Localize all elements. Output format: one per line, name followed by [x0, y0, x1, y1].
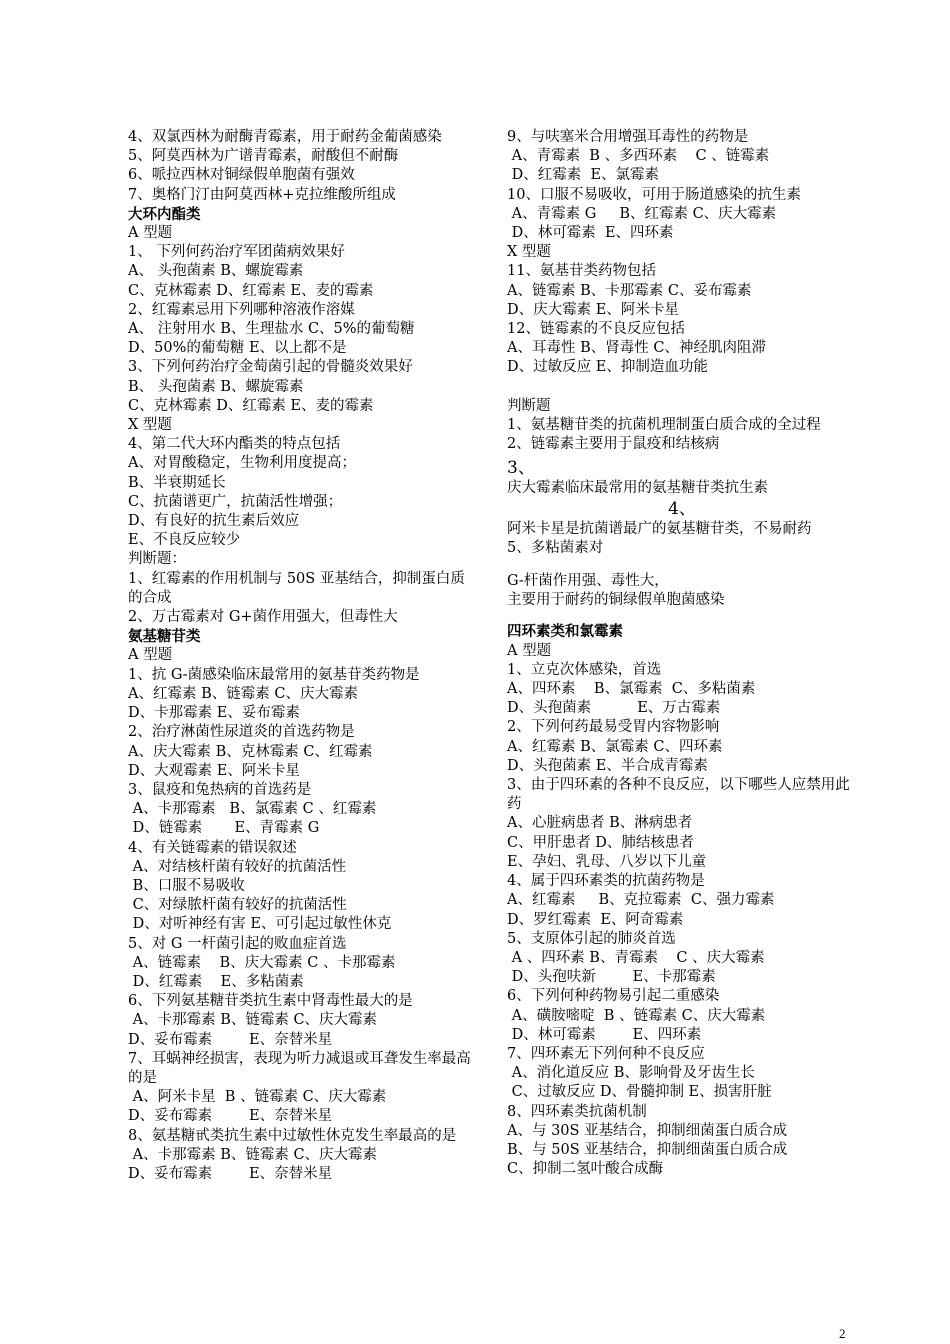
text-line: D、红霉素 E、氯霉素	[507, 167, 660, 184]
text-line: 2、治疗淋菌性尿道炎的首选药物是	[128, 724, 355, 741]
text-line: C、抗菌谱更广，抗菌活性增强；	[128, 493, 343, 510]
text-line: 3、由于四环素的各种不良反应，以下哪些人应禁用此药	[507, 777, 850, 813]
text-line: D、过敏反应 E、抑制造血功能	[507, 359, 708, 376]
section-heading: 大环内酯类	[128, 205, 201, 223]
text-line: 11、氨基苷类药物包括	[507, 263, 656, 280]
text-line: 6、哌拉西林对铜绿假单胞菌有强效	[128, 167, 355, 184]
text-line: D、链霉素 E、青霉素 G	[128, 820, 320, 837]
text-line: A、 注射用水 B、生理盐水 C、5%的葡萄糖	[128, 321, 415, 338]
text-line: 判断题	[507, 397, 551, 414]
text-line: D、有良好的抗生素后效应	[128, 513, 300, 530]
text-line: A、庆大霉素 B、克林霉素 C、红霉素	[128, 743, 373, 760]
text-line: A、红霉素 B、链霉素 C、庆大霉素	[128, 685, 358, 702]
text-line: A 型题	[128, 225, 173, 242]
text-line: A、卡那霉素 B、链霉素 C、庆大霉素	[128, 1146, 378, 1163]
text-line: A、青霉素 B 、多西环素 C 、链霉素	[507, 148, 770, 165]
text-line: C、抑制二氢叶酸合成酶	[507, 1161, 664, 1178]
text-line: 2、红霉素忌用下列哪种溶液作溶媒	[128, 301, 355, 318]
text-line: 4、双氯西林为耐酶青霉素，用于耐药金葡菌感染	[128, 129, 442, 145]
text-line: 1、抗 G-菌感染临床最常用的氨基苷类药物是	[128, 666, 420, 683]
text-line: A、青霉素 G B、红霉素 C、庆大霉素	[507, 205, 777, 222]
text-line: D、林可霉素 E、四环素	[507, 225, 674, 242]
text-line: A、红霉素 B、氯霉素 C、四环素	[507, 738, 723, 755]
text-line: A 型题	[128, 647, 173, 664]
text-line: 阿米卡星是抗菌谱最广的氨基糖苷类，不易耐药	[507, 520, 812, 537]
text-line: 8、四环素类抗菌机制	[507, 1103, 647, 1120]
text-line: D、妥布霉素 E、奈替米星	[128, 1165, 333, 1182]
section-heading: 氨基糖苷类	[128, 628, 201, 646]
section-heading: 四环素类和氯霉素	[507, 623, 623, 641]
text-line: D、罗红霉素 E、阿奇霉素	[507, 911, 684, 928]
text-line: A、对胃酸稳定，生物利用度提高；	[128, 455, 356, 472]
text-line: B、 头孢菌素 B、螺旋霉素	[128, 378, 304, 395]
text-line: A 、四环素 B、青霉素 C 、庆大霉素	[507, 949, 765, 966]
text-line: 12、链霉素的不良反应包括	[507, 321, 685, 338]
text-line: 7、奥格门汀由阿莫西林+克拉维酸所组成	[128, 186, 396, 203]
text-line: A、红霉素 B、克拉霉素 C、强力霉素	[507, 892, 775, 909]
text-line: C、甲肝患者 D、肺结核患者	[507, 834, 694, 851]
blank-line	[507, 558, 857, 572]
text-line: D、庆大霉素 E、阿米卡星	[507, 301, 679, 318]
text-line: A 型题	[507, 642, 552, 659]
right-column	[507, 128, 857, 1179]
text-line: 5、对 G 一杆菌引起的败血症首选	[128, 935, 347, 952]
text-line: G-杆菌作用强、毒性大，	[507, 573, 669, 590]
text-line: D、红霉素 E、多粘菌素	[128, 973, 304, 990]
text-line: 5、支原体引起的肺炎首选	[507, 930, 676, 947]
text-line: D、对听神经有害 E、可引起过敏性休克	[128, 916, 392, 933]
text-line: D、林可霉素 E、四环素	[507, 1026, 702, 1043]
text-line: A、耳毒性 B、肾毒性 C、神经肌肉阻滞	[507, 340, 766, 357]
text-line: 3、下列何药治疗金萄菌引起的骨髓炎效果好	[128, 359, 413, 376]
text-line: 6、下列氨基糖苷类抗生素中肾毒性最大的是	[128, 993, 413, 1010]
text-line: X 型题	[128, 417, 172, 434]
text-line: 2、链霉素主要用于鼠疫和结核病	[507, 436, 720, 453]
text-line: D、头孢菌素 E、万古霉素	[507, 700, 721, 717]
text-line: D、大观霉素 E、阿米卡星	[128, 762, 300, 779]
text-line: D、头孢菌素 E、半合成青霉素	[507, 757, 708, 774]
text-line: 5、阿莫西林为广谱青霉素，耐酸但不耐酶	[128, 148, 399, 165]
text-line: A、磺胺嘧啶 B 、链霉素 C、庆大霉素	[507, 1007, 766, 1024]
page-number: 2	[839, 1326, 846, 1341]
text-line: 4、有关链霉素的错误叙述	[128, 839, 297, 856]
text-line: 1、 下列何药治疗军团菌病效果好	[128, 244, 345, 261]
text-line: X 型题	[507, 244, 551, 261]
left-column	[128, 128, 478, 1184]
text-line: D、妥布霉素 E、奈替米星	[128, 1031, 333, 1048]
text-line: 4、属于四环素类的抗菌药物是	[507, 873, 705, 890]
text-line: 主要用于耐药的铜绿假单胞菌感染	[507, 592, 725, 609]
text-line: A、卡那霉素 B、氯霉素 C 、红霉素	[128, 801, 377, 818]
text-line: B、与 50S 亚基结合，抑制细菌蛋白质合成	[507, 1141, 788, 1158]
text-line: 3、鼠疫和兔热病的首选药是	[128, 781, 312, 798]
text-line: A、对结核杆菌有较好的抗菌活性	[128, 858, 347, 875]
text-line: 6、下列何种药物易引起二重感染	[507, 988, 720, 1005]
text-line: D、卡那霉素 E、妥布霉素	[128, 705, 300, 722]
text-line: A、心脏病患者 B、淋病患者	[507, 815, 693, 832]
text-line: C、过敏反应 D、骨髓抑制 E、损害肝脏	[507, 1084, 772, 1101]
text-line: 7、耳蜗神经损害，表现为听力减退或耳聋发生率最高的是	[128, 1050, 471, 1086]
text-line: 4、第二代大环内酯类的特点包括	[128, 436, 341, 453]
text-line: A、与 30S 亚基结合，抑制细菌蛋白质合成	[507, 1122, 788, 1139]
list-number: 3、	[507, 458, 535, 479]
text-line: C、克林霉素 D、红霉素 E、麦的霉素	[128, 397, 374, 414]
text-line: 1、氨基糖苷类的抗菌机理制蛋白质合成的全过程	[507, 417, 821, 434]
text-line: A、链霉素 B、庆大霉素 C 、卡那霉素	[128, 954, 396, 971]
text-line: E、不良反应较少	[128, 532, 241, 549]
blank-line	[507, 610, 857, 622]
text-line: D、50%的葡萄糖 E、以上都不是	[128, 340, 347, 357]
text-line: A、阿米卡星 B 、链霉素 C、庆大霉素	[128, 1089, 387, 1106]
text-line: A、四环素 B、氯霉素 C、多粘菌素	[507, 681, 756, 698]
text-line: 10、口服不易吸收，可用于肠道感染的抗生素	[507, 186, 801, 203]
text-line: 9、与呋塞米合用增强耳毒性的药物是	[507, 129, 749, 145]
text-line: A、消化道反应 B、影响骨及牙齿生长	[507, 1065, 755, 1082]
text-line: B、半衰期延长	[128, 474, 226, 491]
text-line: 7、四环素无下列何种不良反应	[507, 1045, 705, 1062]
text-line: 8、氨基糖甙类抗生素中过敏性休克发生率最高的是	[128, 1127, 457, 1144]
text-line: 2、下列何药最易受胃内容物影响	[507, 719, 720, 736]
text-line: 庆大霉素临床最常用的氨基糖苷类抗生素	[507, 480, 768, 497]
text-line: C、克林霉素 D、红霉素 E、麦的霉素	[128, 282, 374, 299]
blank-line	[507, 378, 857, 397]
text-line: D、妥布霉素 E、奈替米星	[128, 1108, 333, 1125]
text-line: 1、红霉素的作用机制与 50S 亚基结合，抑制蛋白质的合成	[128, 570, 465, 606]
text-line: 5、多粘菌素对	[507, 539, 604, 556]
text-line: A、 头孢菌素 B、螺旋霉素	[128, 263, 304, 280]
text-line: E、孕妇、乳母、八岁以下儿童	[507, 853, 707, 870]
text-line: B、口服不易吸收	[128, 877, 245, 894]
list-number: 4、	[668, 498, 696, 519]
text-line: A、卡那霉素 B、链霉素 C、庆大霉素	[128, 1012, 378, 1029]
text-line: 2、万古霉素对 G+菌作用强大，但毒性大	[128, 609, 398, 626]
text-line: C、对绿脓杆菌有较好的抗菌活性	[128, 897, 347, 914]
text-line: D、头孢呋新 E、卡那霉素	[507, 969, 716, 986]
text-line: 1、立克次体感染，首选	[507, 661, 662, 678]
text-line: 判断题：	[128, 551, 186, 568]
text-line: A、链霉素 B、卡那霉素 C、妥布霉素	[507, 282, 752, 299]
